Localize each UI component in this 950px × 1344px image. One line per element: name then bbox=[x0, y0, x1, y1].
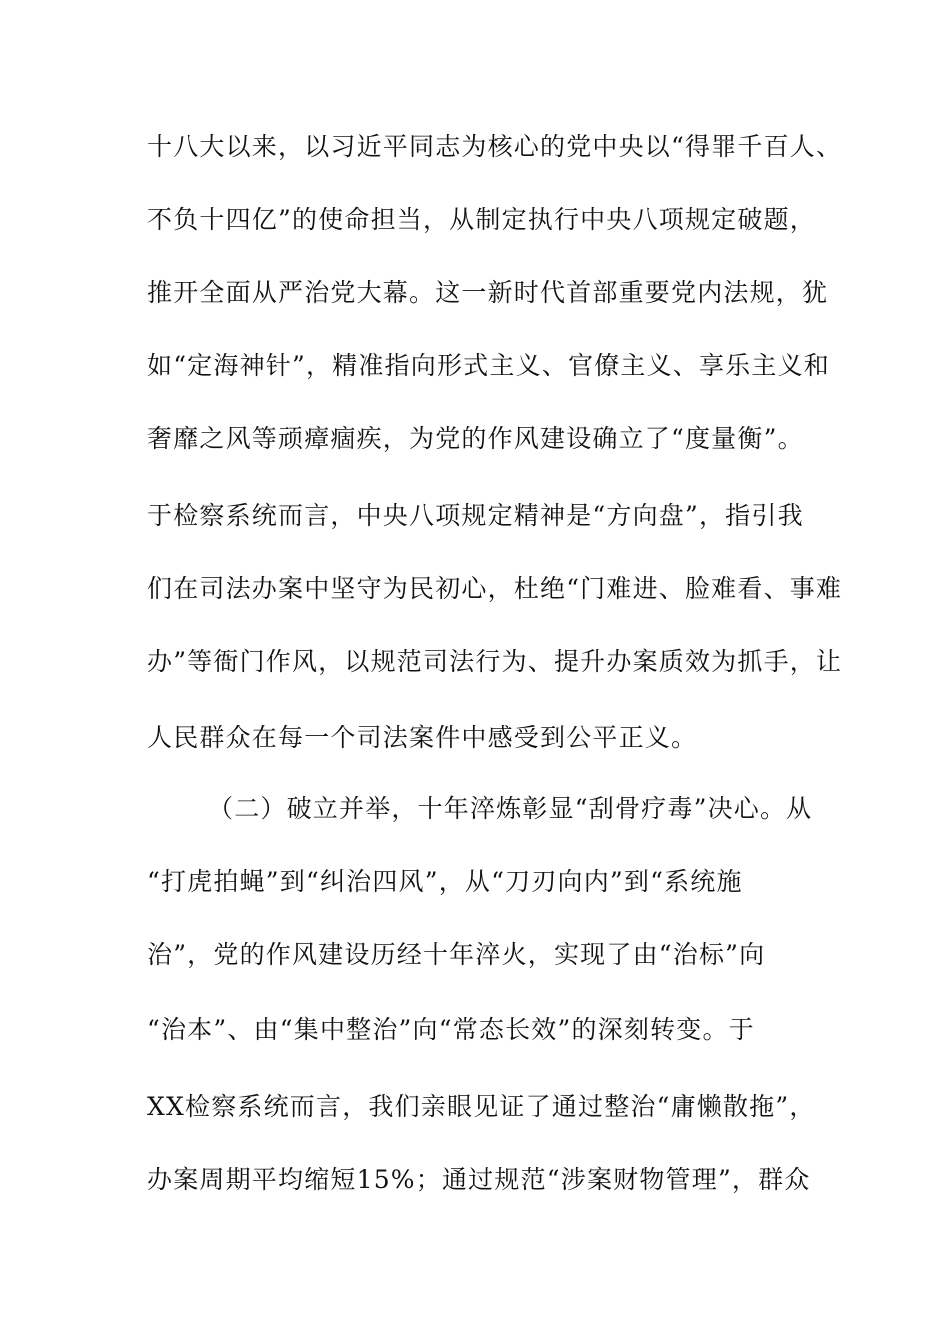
text-line: “打虎拍蝇”到“纠治四风”，从“刀刃向内”到“系统施 bbox=[147, 867, 743, 896]
text-line: XX检察系统而言，我们亲眼见证了通过整治“庸懒散拖”， bbox=[147, 1092, 816, 1121]
text-line: 们在司法办案中坚守为民初心，杜绝“门难进、脸难看、事难 bbox=[147, 574, 843, 603]
text-line: 如“定海神针”，精准指向形式主义、官僚主义、享乐主义和 bbox=[147, 351, 830, 380]
text-line: 于检察系统而言，中央八项规定精神是“方向盘”，指引我 bbox=[147, 501, 804, 530]
text-line: 办”等衙门作风，以规范司法行为、提升办案质效为抓手，让 bbox=[147, 647, 843, 676]
text-line: 办案周期平均缩短15%；通过规范“涉案财物管理”，群众 bbox=[147, 1165, 811, 1194]
text-line: 不负十四亿”的使命担当，从制定执行中央八项规定破题， bbox=[147, 205, 816, 234]
text-line: 人民群众在每一个司法案件中感受到公平正义。 bbox=[147, 723, 698, 752]
text-line: 推开全面从严治党大幕。这一新时代首部重要党内法规，犹 bbox=[147, 278, 829, 307]
text-line: “治本”、由“集中整治”向“常态长效”的深刻转变。于 bbox=[147, 1015, 755, 1044]
text-line: 治”，党的作风建设历经十年淬火，实现了由“治标”向 bbox=[147, 940, 766, 969]
text-line: 十八大以来，以习近平同志为核心的党中央以“得罪千百人、 bbox=[147, 132, 843, 161]
text-line: 奢靡之风等顽瘴痼疾，为党的作风建设确立了“度量衡”。 bbox=[147, 424, 804, 453]
section-heading-line: （二）破立并举，十年淬炼彰显“刮骨疗毒”决心。从 bbox=[208, 794, 813, 823]
